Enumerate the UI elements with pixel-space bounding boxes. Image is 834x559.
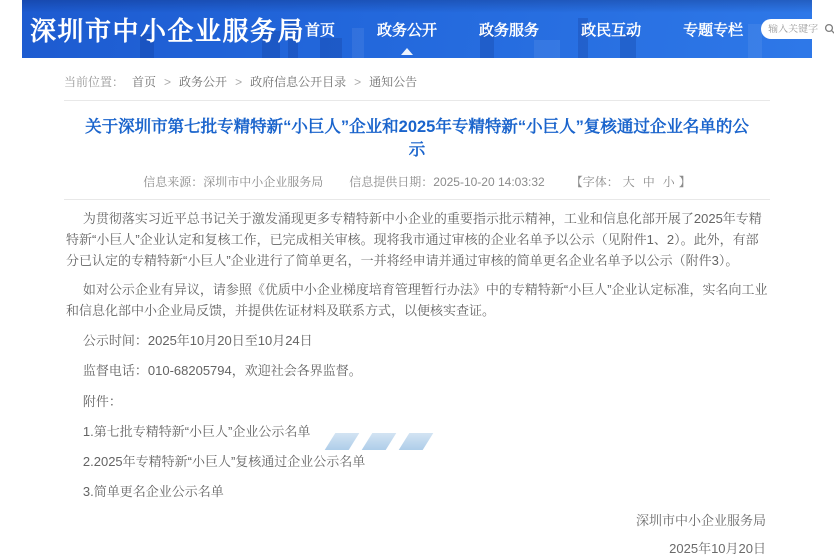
city-skyline-decoration xyxy=(320,38,342,58)
nav-item-label: 政务公开 xyxy=(377,22,437,39)
footer-decoration xyxy=(330,433,428,450)
info-date-value: 2025-10-20 14:03:32 xyxy=(433,175,544,189)
page xyxy=(22,0,812,444)
font-size-small-button[interactable]: 小 xyxy=(663,173,675,190)
font-size-large-button[interactable]: 大 xyxy=(623,173,635,190)
breadcrumb-divider xyxy=(64,100,770,101)
site-title: 深圳市中小企业服务局 xyxy=(30,11,305,48)
nav-item-home[interactable]: 首页 xyxy=(305,19,335,40)
nav-item-public-interaction[interactable]: 政民互动 xyxy=(581,19,641,40)
footer-stripe-icon xyxy=(362,433,397,450)
city-skyline-decoration xyxy=(748,24,762,58)
breadcrumb-separator: > xyxy=(164,75,171,89)
info-source xyxy=(143,173,323,190)
article-meta xyxy=(22,173,812,190)
font-size-switcher xyxy=(571,173,691,190)
signature-date: 2025年10月20日 xyxy=(68,539,766,559)
search-box[interactable] xyxy=(761,19,834,39)
nav-item-gov-services[interactable]: 政务服务 xyxy=(479,19,539,40)
page-title: 关于深圳市第七批专精特新“小巨人”企业和2025年专精特新“小巨人”复核通过企业名单的公示 xyxy=(77,116,757,162)
signature-org: 深圳市中小企业服务局 xyxy=(68,511,766,532)
attachment-link-3[interactable]: 3.简单更名企业公示名单 xyxy=(66,481,768,502)
breadcrumb xyxy=(22,58,812,100)
breadcrumb-item-gov-open[interactable]: 政务公开 xyxy=(179,73,227,90)
meta-divider xyxy=(64,199,770,200)
supervision-phone: 监督电话：010-68205794，欢迎社会各界监督。 xyxy=(66,360,768,381)
search-icon[interactable] xyxy=(824,23,834,35)
breadcrumb-item-info-directory[interactable]: 政府信息公开目录 xyxy=(250,73,346,90)
nav-item-special-topics[interactable]: 专题专栏 xyxy=(683,19,743,40)
nav-item-gov-open[interactable] xyxy=(377,19,437,40)
main-nav xyxy=(305,19,743,40)
breadcrumb-separator: > xyxy=(235,75,242,89)
breadcrumb-prefix: 当前位置： xyxy=(64,73,124,90)
attachment-link-2[interactable]: 2.2025年专精特新“小巨人”复核通过企业公示名单 xyxy=(66,451,768,472)
active-tab-indicator-icon xyxy=(401,48,413,55)
attachment-link-1[interactable]: 1.第七批专精特新“小巨人”企业公示名单 xyxy=(66,421,768,442)
article-body xyxy=(66,208,768,502)
breadcrumb-item-notices[interactable]: 通知公告 xyxy=(369,73,417,90)
info-source-label: 信息来源： xyxy=(143,175,203,189)
font-switcher-prefix: 【字体： xyxy=(571,173,619,190)
breadcrumb-separator: > xyxy=(354,75,361,89)
footer-stripe-icon xyxy=(325,433,360,450)
breadcrumb-item-home[interactable]: 首页 xyxy=(132,73,156,90)
paragraph: 如对公示企业有异议，请参照《优质中小企业梯度培育管理暂行办法》中的专精特新“小巨人”企业认定标准，实名向工业和信息化部中小企业局反馈，并提供佐证材料及联系方式，以便核实查证。 xyxy=(66,279,768,321)
info-source-value: 深圳市中小企业服务局 xyxy=(203,175,323,189)
font-switcher-suffix: 】 xyxy=(679,173,691,190)
attachments-label: 附件： xyxy=(66,391,768,412)
font-size-medium-button[interactable]: 中 xyxy=(643,173,655,190)
search-input[interactable] xyxy=(768,24,824,35)
site-header xyxy=(22,0,812,58)
publicity-period: 公示时间：2025年10月20日至10月24日 xyxy=(66,330,768,351)
city-skyline-decoration xyxy=(534,40,560,58)
signature-block xyxy=(68,511,766,559)
info-date-label: 信息提供日期： xyxy=(349,175,433,189)
info-date xyxy=(349,173,544,190)
paragraph: 为贯彻落实习近平总书记关于激发涌现更多专精特新中小企业的重要指示批示精神，工业和信息化部开展了2025年专精特新“小巨人”企业认定和复核工作，已完成相关审核。现将我市通过审核的企业名单予以公示（见附件1、2）。此外，有部分已认定的专精特新“小巨人”企业进行了简单更名，一并将经申请并通过审核的简单更名企业名单予以公示（附件3）。 xyxy=(66,208,768,271)
